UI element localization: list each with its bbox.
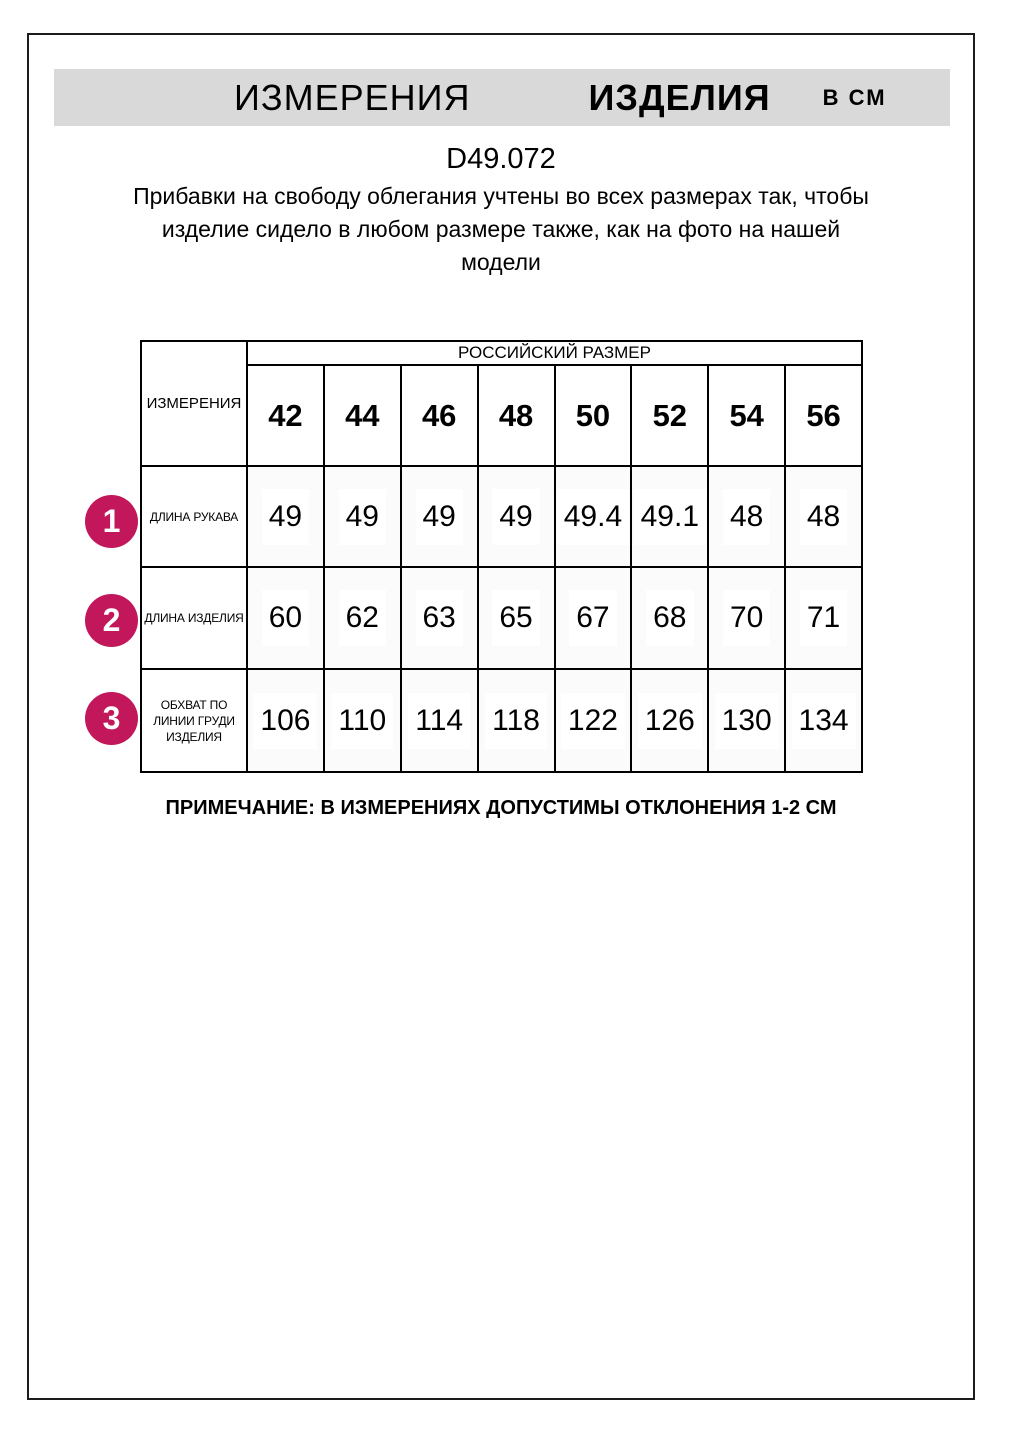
measurement-value: 122 xyxy=(561,693,625,749)
measurement-value: 114 xyxy=(408,693,470,749)
measurement-value: 67 xyxy=(569,590,616,646)
measurement-value: 68 xyxy=(646,590,693,646)
measurement-value: 49 xyxy=(339,489,386,545)
measurement-value: 65 xyxy=(492,590,539,646)
measurement-label: ДЛИНА ИЗДЕЛИЯ xyxy=(141,567,247,669)
size-column-header: 44 xyxy=(324,365,401,466)
measurement-value: 110 xyxy=(331,693,393,749)
measurement-value: 49.1 xyxy=(634,489,706,545)
row-marker-2: 2 xyxy=(85,594,138,647)
header-title-measurements: ИЗМЕРЕНИЯ xyxy=(234,76,471,118)
measurement-value: 60 xyxy=(262,590,309,646)
description-line: изделие сидело в любом размере также, как на фото на нашей xyxy=(161,216,841,242)
size-table xyxy=(140,340,863,773)
measurement-row-chest-girth xyxy=(141,669,862,772)
measurement-label: ОБХВАТ ПО ЛИНИИ ГРУДИ ИЗДЕЛИЯ xyxy=(141,669,247,772)
measurement-value: 49 xyxy=(262,489,309,545)
measurement-value: 130 xyxy=(715,693,779,749)
measurement-row-garment-length xyxy=(141,567,862,669)
size-column-header: 48 xyxy=(478,365,555,466)
measurement-value: 49 xyxy=(416,489,463,545)
measurement-value: 71 xyxy=(800,590,847,646)
size-column-header: 42 xyxy=(247,365,324,466)
measurement-label: ДЛИНА РУКАВА xyxy=(141,466,247,567)
measurement-value: 106 xyxy=(253,693,317,749)
size-column-header: 50 xyxy=(555,365,632,466)
product-code: D49.072 xyxy=(446,143,556,175)
russian-size-group-header: РОССИЙСКИЙ РАЗМЕР xyxy=(247,341,862,365)
measurement-value: 48 xyxy=(800,489,847,545)
size-header-row xyxy=(141,365,862,466)
measurement-value: 48 xyxy=(723,489,770,545)
row-marker-1: 1 xyxy=(85,495,138,548)
measurement-value: 49 xyxy=(492,489,539,545)
size-column-header: 52 xyxy=(631,365,708,466)
measurements-column-header: ИЗМЕРЕНИЯ xyxy=(141,341,247,466)
measurement-value: 118 xyxy=(485,693,547,749)
size-column-header: 46 xyxy=(401,365,478,466)
measurement-value: 49.4 xyxy=(557,489,629,545)
measurement-value: 70 xyxy=(723,590,770,646)
size-column-header: 54 xyxy=(708,365,785,466)
note-text: ПРИМЕЧАНИЕ: В ИЗМЕРЕНИЯХ ДОПУСТИМЫ ОТКЛОНЕНИЯ 1-2 СМ xyxy=(165,797,837,819)
measurement-row-sleeve-length xyxy=(141,466,862,567)
product-description xyxy=(28,180,974,279)
description-line: модели xyxy=(461,249,541,275)
measurement-value: 134 xyxy=(792,693,856,749)
size-column-header: 56 xyxy=(785,365,862,466)
group-header-row xyxy=(141,341,862,365)
measurement-value: 63 xyxy=(416,590,463,646)
header-units-label: В СМ xyxy=(822,84,887,110)
description-line: Прибавки на свободу облегания учтены во всех размерах так, чтобы xyxy=(133,183,869,209)
measurement-value: 126 xyxy=(638,693,702,749)
row-marker-3: 3 xyxy=(85,692,138,745)
header-bar xyxy=(54,69,950,126)
header-title-product: ИЗДЕЛИЯ xyxy=(588,76,771,118)
measurement-value: 62 xyxy=(339,590,386,646)
